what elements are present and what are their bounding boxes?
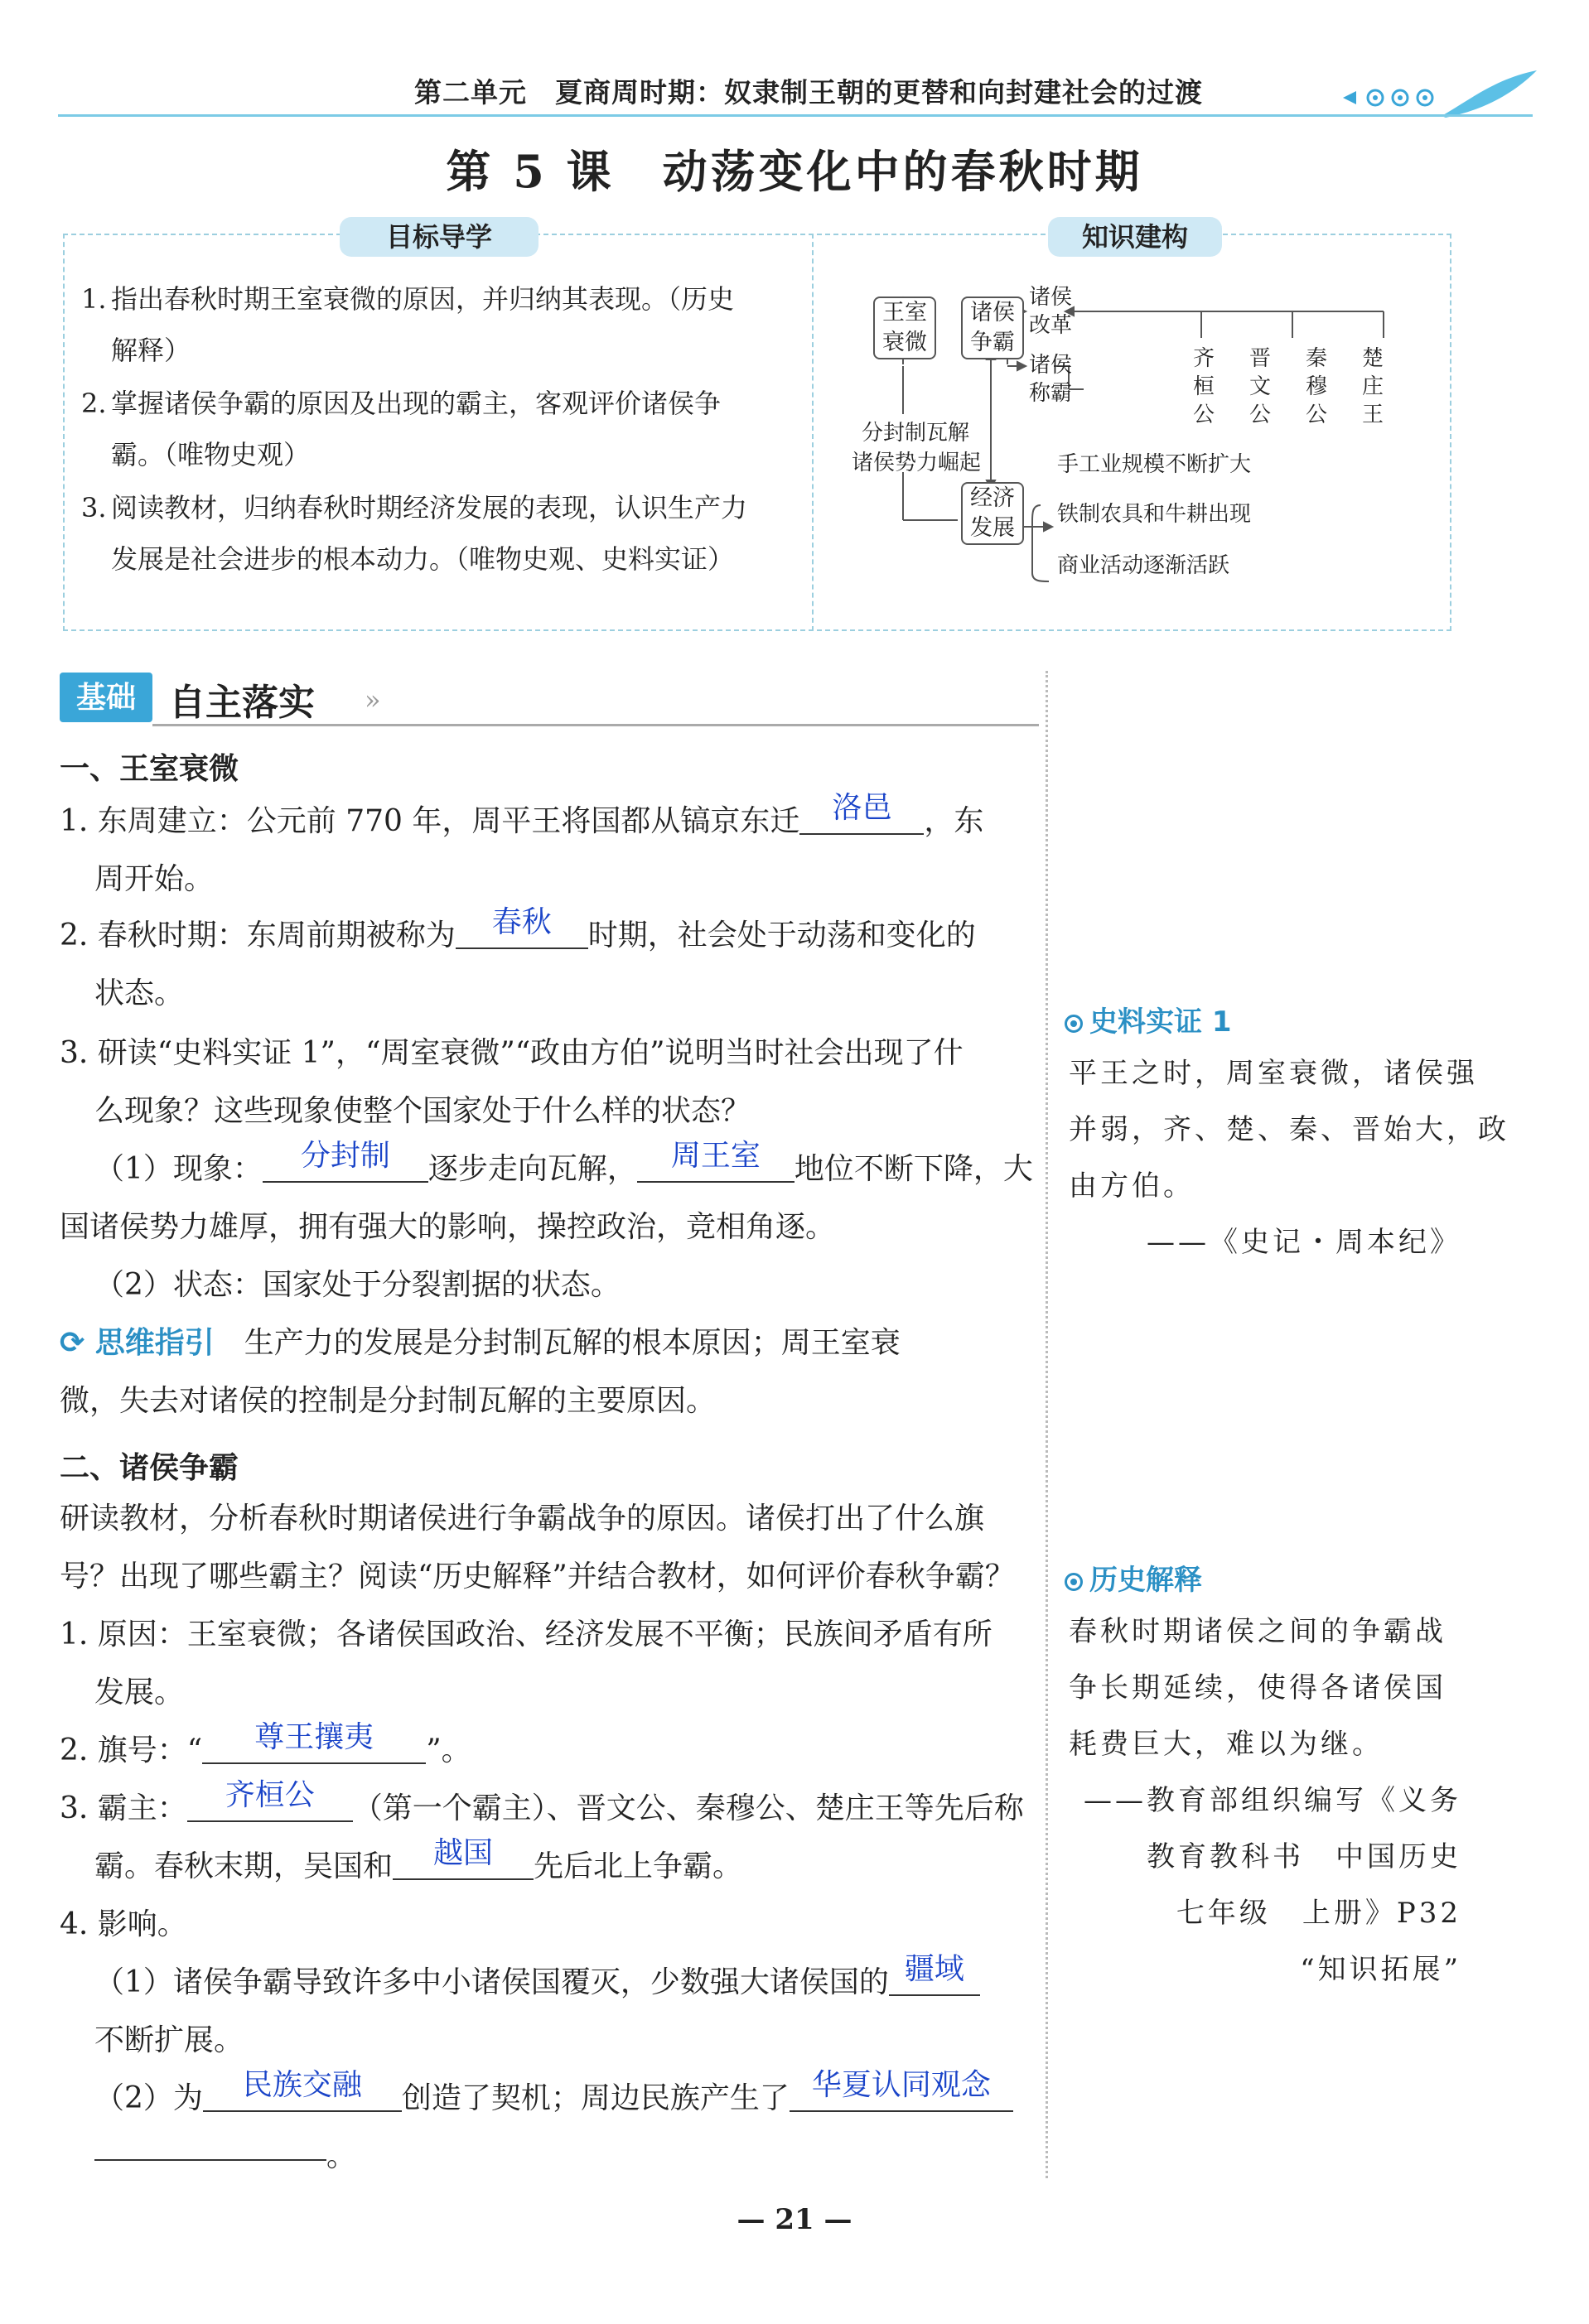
hegemons-line: 3. 霸主： 齐桓公 （第一个霸主）、晋文公、秦穆公、楚庄王等先后称 [60, 1778, 1024, 1825]
ruler-qi: 齐桓公 [1193, 346, 1215, 427]
impact-heading: 4. 影响。 [60, 1907, 187, 1941]
impact-1: （1）诸侯争霸导致许多中小诸侯国覆灭，少数强大诸侯国的 疆域 [94, 1966, 980, 2001]
econ-item: 铁制农具和牛耕出现 [1057, 502, 1252, 527]
rise-label: 诸侯势力崛起 [852, 451, 982, 475]
q3-line-cont: 么现象？这些现象使整个国家处于什么样的状态？ [94, 1094, 751, 1128]
explanation-text: 春秋时期诸侯之间的争霸战 争长期延续，使得各诸侯国 耗费巨大，难以为继。 [1069, 1615, 1447, 1761]
evidence-heading: 史料实证 1 [1065, 999, 1232, 1039]
part2-intro: 研读教材，分析春秋时期诸侯进行争霸战争的原因。诸侯打出了什么旗 [60, 1502, 985, 1536]
hegemons-line-cont: 霸。春秋末期，吴国和 越国 先后北上争霸。 [94, 1836, 743, 1883]
target-icon [1065, 1015, 1083, 1033]
part1-heading: 一、王室衰微 [60, 752, 239, 786]
thinking-tip-label: ⟳ 思维指引 [60, 1326, 215, 1360]
unit-header: 第二单元 夏商周时期：奴隶制王朝的更替和向封建社会的过渡 [414, 76, 1203, 108]
royal-decline-box: 王室衰微 [873, 297, 936, 359]
thinking-tip-cont: 微，失去对诸侯的控制是分封制瓦解的主要原因。 [60, 1384, 717, 1418]
q3-state: （2）状态：国家处于分裂割据的状态。 [94, 1268, 621, 1302]
q2-line-cont: 状态。 [94, 976, 185, 1010]
answer-blank: 齐桓公 [187, 1787, 353, 1822]
overview-divider [812, 234, 814, 631]
answer-blank: 华夏认同观念 [790, 2077, 1013, 2112]
impact-2-cont: 。 [94, 2140, 356, 2173]
section-badge: 基础 [60, 673, 152, 722]
q3-phenomenon-cont: 国诸侯势力雄厚，拥有强大的影响，操控政治，竞相角逐。 [60, 1210, 836, 1244]
column-divider [1046, 671, 1048, 2178]
cause-line: 1. 原因：王室衰微；各诸侯国政治、经济发展不平衡；民族间矛盾有所 [60, 1618, 993, 1651]
ruler-chu: 楚庄王 [1362, 346, 1384, 427]
page-number: — 21 — [737, 2203, 852, 2236]
explanation-heading: 历史解释 [1065, 1557, 1202, 1598]
knowledge-diagram [820, 265, 1450, 629]
answer-blank: 民族交融 [203, 2077, 402, 2112]
answer-blank-empty [94, 2159, 326, 2161]
double-chevron-icon: » [365, 684, 381, 716]
goal-item: 3. 阅读教材，归纳春秋时期经济发展的表现，认识生产力 发展是社会进步的根本动力。（唯物史观、史料实证） [81, 492, 748, 575]
slogan-line: 2. 旗号：“ 尊王攘夷 ”。 [60, 1720, 471, 1767]
hegemon-label: 诸侯称霸 [1029, 353, 1073, 406]
impact-1-cont: 不断扩展。 [94, 2023, 244, 2057]
explanation-source: ——教育部组织编写《义务 教育教科书 中国历史 七年级 上册》P32 “知识拓展” [1084, 1784, 1461, 1986]
target-icon [1065, 1573, 1083, 1591]
thinking-tip: ⟳ 思维指引 生产力的发展是分封制瓦解的根本原因；周王室衰 [60, 1326, 901, 1360]
collapse-label: 分封制瓦解 [862, 421, 970, 446]
q3-line: 3. 研读“史料实证 1”，“周室衰微”“政由方伯”说明当时社会出现了什 [60, 1036, 964, 1070]
q3-phenomenon: （1）现象： 分封制 逐步走向瓦解， 周王室 地位不断下降，大 [94, 1139, 1033, 1186]
impact-2: （2）为 民族交融 创造了契机；周边民族产生了 华夏认同观念 [94, 2082, 1013, 2117]
ruler-qin: 秦穆公 [1306, 346, 1328, 427]
part2-heading: 二、诸侯争霸 [60, 1451, 239, 1485]
reform-label: 诸侯改革 [1029, 285, 1073, 338]
section-title: 自主落实 [169, 682, 315, 724]
goals-tab: 目标导学 [340, 217, 539, 257]
goal-item: 2. 掌握诸侯争霸的原因及出现的霸主，客观评价诸侯争 霸。（唯物史观） [81, 388, 722, 470]
answer-blank: 越国 [393, 1845, 534, 1880]
q2-line: 2. 春秋时期：东周前期被称为 春秋 时期，社会处于动荡和变化的 [60, 905, 976, 952]
answer-blank: 尊王攘夷 [202, 1729, 426, 1764]
goal-item: 1. 指出春秋时期王室衰微的原因，并归纳其表现。（历史 解释） [81, 283, 735, 366]
answer-blank: 分封制 [263, 1148, 428, 1183]
answer-blank: 春秋 [456, 914, 588, 949]
evidence-source: ——《史记・周本纪》 [1147, 1226, 1461, 1259]
econ-item: 手工业规模不断扩大 [1057, 452, 1252, 477]
cause-line-cont: 发展。 [94, 1675, 185, 1709]
lesson-title: 第 5 课 动荡变化中的春秋时期 [446, 145, 1143, 198]
evidence-text: 平王之时，周室衰微，诸侯强 并弱，齐、楚、秦、晋始大，政 由方伯。 [1069, 1057, 1509, 1203]
structure-tab: 知识建构 [1048, 217, 1222, 257]
econ-item: 商业活动逐渐活跃 [1057, 553, 1230, 578]
hegemony-box: 诸侯争霸 [961, 297, 1024, 359]
ruler-jin: 晋文公 [1249, 346, 1272, 427]
answer-blank: 周王室 [637, 1148, 794, 1183]
q1-line-cont: 周开始。 [94, 862, 215, 896]
answer-blank: 洛邑 [799, 800, 924, 835]
header-rule [58, 114, 1533, 117]
q1-line: 1. 东周建立：公元前 770 年，周平王将国都从镐京东迁 洛邑 ，东 [60, 791, 984, 838]
economy-box: 经济发展 [961, 482, 1024, 545]
section-rule [152, 724, 1039, 726]
part2-intro-cont: 号？出现了哪些霸主？阅读“历史解释”并结合教材，如何评价春秋争霸？ [60, 1560, 1015, 1594]
answer-blank: 疆域 [889, 1961, 980, 1996]
